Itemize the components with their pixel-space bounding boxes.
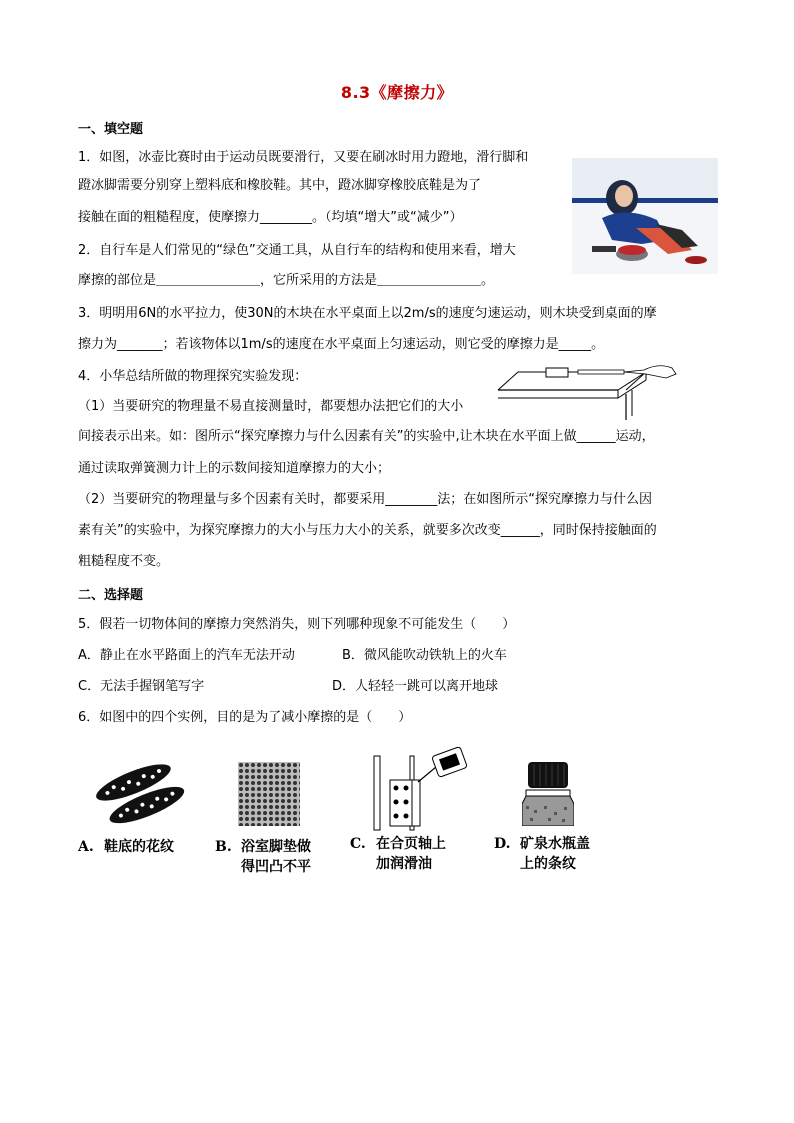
q5-option-b: B．微风能吹动铁轨上的火车 — [342, 648, 507, 663]
option-text-line1: 在合页轴上 — [376, 836, 446, 852]
q6-stem: 6．如图中的四个实例，目的是为了减小摩擦的是（ ） — [78, 710, 412, 725]
q6-option-c — [350, 834, 446, 874]
q6-option-a — [78, 837, 174, 857]
option-text-line2: 加润滑油 — [376, 856, 432, 872]
q3-line1: 3．明明用6N的水平拉力，使30N的木块在水平桌面上以2m/s的速度匀速运动，则木块受到桌面的摩 — [78, 306, 657, 321]
curling-photo — [572, 158, 718, 274]
option-text-line1: 浴室脚垫做 — [241, 839, 311, 855]
option-text-line2: 上的条纹 — [520, 856, 576, 872]
q5-option-a: A．静止在水平路面上的汽车无法开动 — [78, 648, 295, 663]
q1-line3: 接触在面的粗糙程度，使摩擦力________。（均填“增大”或“减少”） — [78, 210, 463, 225]
option-letter: D. — [494, 836, 511, 852]
section-multiple-choice: 二、选择题 — [78, 588, 144, 603]
q5-option-d: D．人轻轻一跳可以离开地球 — [332, 679, 499, 694]
q4-line4: 通过读取弹簧测力计上的示数间接知道摩擦力的大小； — [78, 461, 391, 476]
bath-mat-figure — [238, 762, 300, 826]
friction-experiment-figure — [496, 358, 682, 422]
shoe-sole-figure — [96, 758, 188, 828]
q5-stem: 5．假若一切物体间的摩擦力突然消失，则下列哪种现象不可能发生（ ） — [78, 617, 516, 632]
q4-line1: 4．小华总结所做的物理探究实验发现： — [78, 369, 308, 384]
q4-line2: （1）当要研究的物理量不易直接测量时，都要想办法把它们的大小 — [78, 399, 464, 414]
hinge-oil-figure — [372, 746, 468, 832]
q6-option-b — [215, 837, 311, 877]
option-letter: B. — [215, 839, 232, 855]
option-letter: C. — [350, 836, 366, 852]
option-text-line1: 矿泉水瓶盖 — [520, 836, 590, 852]
q2-line2: 摩擦的部位是＿＿＿＿＿＿＿＿，它所采用的方法是＿＿＿＿＿＿＿＿。 — [78, 273, 495, 288]
q4-line5: （2）当要研究的物理量与多个因素有关时，都要采用________法；在如图所示“探究摩擦力与什么因 — [78, 492, 653, 507]
section-fill-blank: 一、填空题 — [78, 122, 144, 137]
q4-line3: 间接表示出来。如：图所示“探究摩擦力与什么因素有关”的实验中,让木块在水平面上做______运动， — [78, 429, 655, 444]
page-title: 8.3《摩擦力》 — [340, 83, 454, 102]
q1-line1: 1．如图，冰壶比赛时由于运动员既要滑行，又要在刷冰时用力蹬地，滑行脚和 — [78, 150, 529, 165]
option-text-line1: 鞋底的花纹 — [104, 839, 174, 855]
q4-line6: 素有关”的实验中，为探究摩擦力的大小与压力大小的关系，就要多次改变______，同时保持接触面的 — [78, 523, 657, 538]
q3-line2: 擦力为_______；若该物体以1m/s的速度在水平桌面上匀速运动，则它受的摩擦力是_____。 — [78, 337, 605, 352]
q1-line2: 蹬冰脚需要分别穿上塑料底和橡胶鞋。其中，蹬冰脚穿橡胶底鞋是为了 — [78, 178, 482, 193]
q6-option-d — [494, 834, 590, 874]
q4-line7: 粗糙程度不变。 — [78, 554, 170, 569]
bottle-cap-figure — [522, 760, 574, 826]
q5-option-c: C．无法手握钢笔写字 — [78, 679, 205, 694]
option-text-line2: 得凹凸不平 — [241, 859, 311, 875]
option-letter: A. — [78, 839, 94, 855]
q2-line1: 2．自行车是人们常见的“绿色”交通工具，从自行车的结构和使用来看，增大 — [78, 243, 516, 258]
